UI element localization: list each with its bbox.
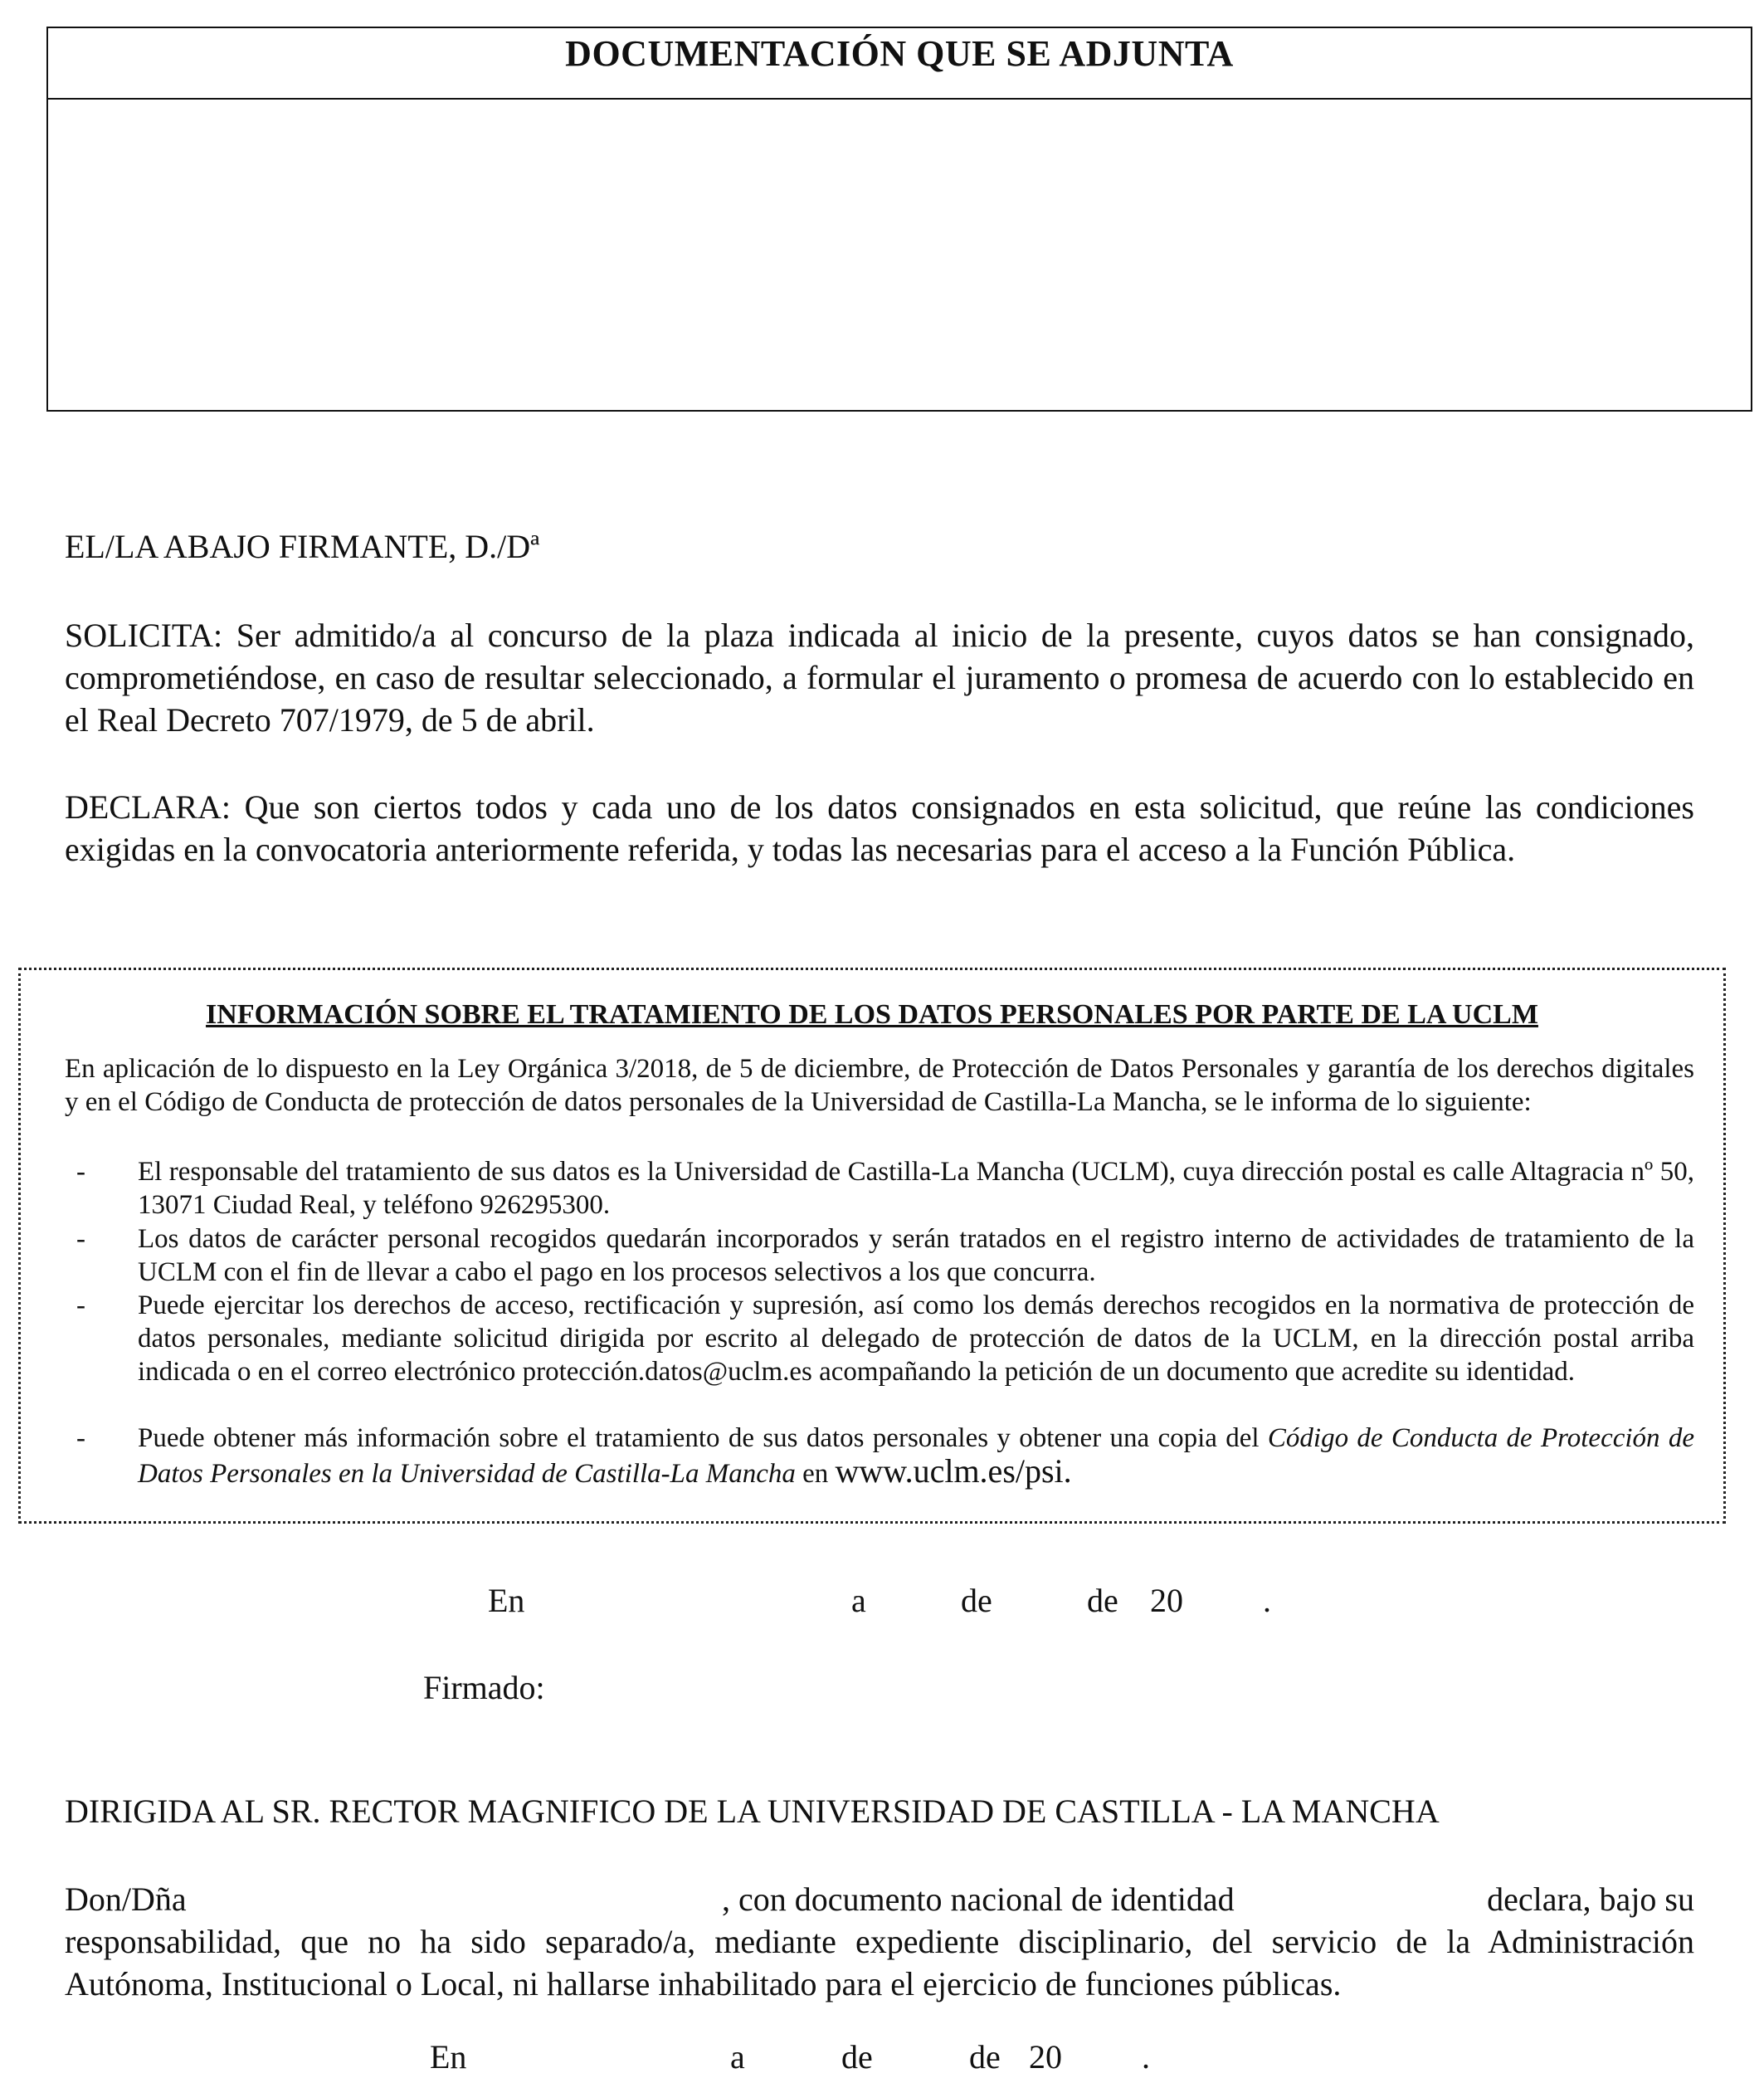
declaration-paragraph: DECLARA: Que son ciertos todos y cada uno de los datos consignados en esta solicitud, que reúne las condiciones exigidas en la convocatoria anteriormente referida, y todas las necesarias para el acceso a la Función Pública. bbox=[65, 788, 1694, 868]
data-protection-title: INFORMACIÓN SOBRE EL TRATAMIENTO DE LOS DATOS PERSONALES POR PARTE DE LA UCLM bbox=[206, 999, 1538, 1030]
date-place-label: En bbox=[430, 2038, 467, 2076]
date-year-prefix: 20 bbox=[1029, 2038, 1062, 2076]
uclm-psi-link[interactable]: www.uclm.es/psi. bbox=[835, 1452, 1072, 1490]
bullet-text: Puede ejercitar los derechos de acceso, rectificación y supresión, así como los demás derechos recogidos en la normativa de protección de datos personales, mediante solicitud dirigida por escrito al delegado de protección de datos de la UCLM, en la dirección postal arriba indicada o en el correo electrónico protección.datos@uclm.es acompañando la petición de un documento que acredite su identidad. bbox=[138, 1290, 1694, 1387]
bullet-dash: - bbox=[76, 1423, 85, 1453]
bullet-dash: - bbox=[76, 1157, 85, 1187]
signed-label: Firmado: bbox=[423, 1669, 545, 1706]
sworn-name-label: Don/Dña bbox=[65, 1880, 187, 1918]
date-year-prefix: 20 bbox=[1150, 1582, 1183, 1619]
date-place-label: En bbox=[488, 1582, 525, 1619]
data-protection-intro: En aplicación de lo dispuesto en la Ley Orgánica 3/2018, de 5 de diciembre, de Protección de Datos Personales y garantía de los derechos digitales y en el Código de Conducta de protección de datos personales de la Universidad de Castilla-La Mancha, se le informa de lo siguiente: bbox=[65, 1054, 1694, 1117]
data-protection-bullet bbox=[65, 1155, 1694, 1222]
addressed-to: DIRIGIDA AL SR. RECTOR MAGNIFICO DE LA UNIVERSIDAD DE CASTILLA - LA MANCHA bbox=[65, 1793, 1440, 1830]
attached-documents-title: DOCUMENTACIÓN QUE SE ADJUNTA bbox=[48, 28, 1751, 100]
bullet-text bbox=[138, 1422, 1694, 1490]
sworn-declares-label: declara, bajo su bbox=[1487, 1880, 1694, 1918]
date-period: . bbox=[1263, 1582, 1271, 1619]
code-of-conduct-title: Código de Conducta de Protección de Datos Personales en la Universidad de Castilla-La Mancha bbox=[138, 1423, 1695, 1489]
date-period: . bbox=[1142, 2038, 1150, 2076]
sworn-id-label: , con documento nacional de identidad bbox=[722, 1880, 1235, 1918]
bullet-dash: - bbox=[76, 1290, 85, 1320]
attached-documents-area[interactable] bbox=[48, 100, 1751, 410]
date-day-label: a bbox=[851, 1582, 866, 1619]
date-month-label: de bbox=[841, 2038, 873, 2076]
bullet-dash: - bbox=[76, 1224, 85, 1254]
bullet-text: El responsable del tratamiento de sus datos es la Universidad de Castilla-La Mancha (UCLM), cuya dirección postal es calle Altagracia nº 50, 13071 Ciudad Real, y teléfono 926295300. bbox=[138, 1157, 1694, 1220]
data-protection-bullet bbox=[65, 1222, 1694, 1289]
date-line bbox=[0, 2037, 1764, 2078]
sworn-declaration-text: responsabilidad, que no ha sido separado/a, mediante expediente disciplinario, del servicio de la Administración Autónoma, Institucional o Local, ni hallarse inhabilitado para el ejercicio de funciones públicas. bbox=[65, 1923, 1694, 2002]
attached-documents-box bbox=[46, 27, 1752, 412]
data-protection-bullet bbox=[65, 1289, 1694, 1388]
bullet-text-part: en bbox=[795, 1459, 836, 1489]
date-year-label: de bbox=[969, 2038, 1001, 2076]
bullet-text-part: Puede obtener más información sobre el tratamiento de sus datos personales y obtener una copia del bbox=[138, 1423, 1268, 1453]
date-month-label: de bbox=[961, 1582, 992, 1619]
data-protection-bullet bbox=[65, 1422, 1694, 1490]
date-line bbox=[0, 1580, 1764, 1622]
date-day-label: a bbox=[730, 2038, 745, 2076]
request-paragraph: SOLICITA: Ser admitido/a al concurso de la plaza indicada al inicio de la presente, cuyos datos se han consignado, comprometiéndose, en caso de resultar seleccionado, a formular el juramento o promesa de acuerdo con lo establecido en el Real Decreto 707/1979, de 5 de abril. bbox=[65, 617, 1694, 739]
signatory-label: EL/LA ABAJO FIRMANTE, D./Dª bbox=[65, 528, 540, 565]
date-year-label: de bbox=[1087, 1582, 1118, 1619]
bullet-text: Los datos de carácter personal recogidos quedarán incorporados y serán tratados en el registro interno de actividades de tratamiento de la UCLM con el fin de llevar a cabo el pago en los procesos selectivos a los que concurra. bbox=[138, 1224, 1694, 1287]
sworn-declaration-first-line bbox=[65, 1879, 1694, 1920]
